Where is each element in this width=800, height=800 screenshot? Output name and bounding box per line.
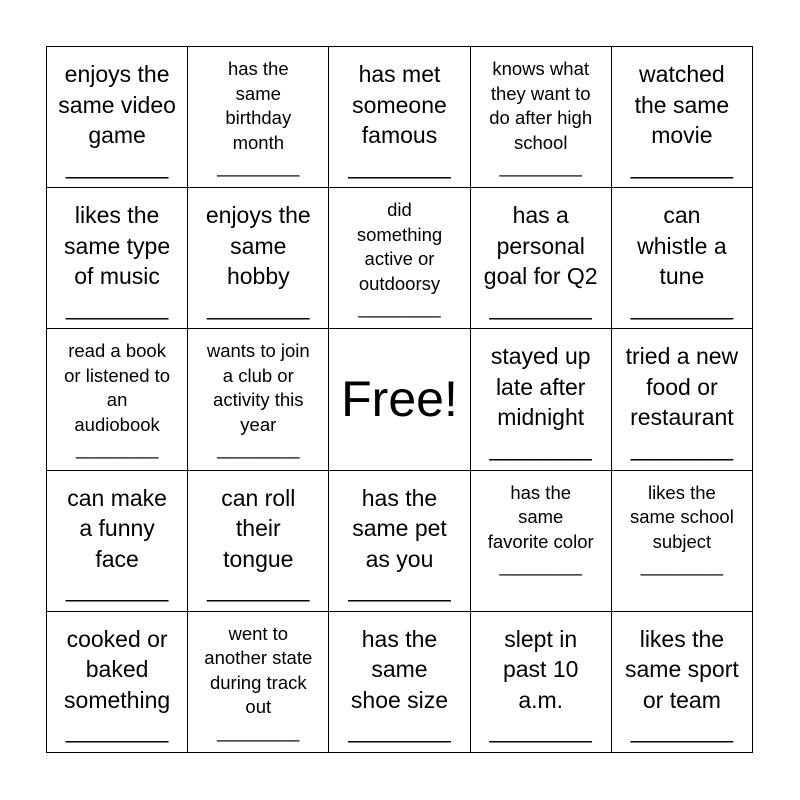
cell-text: has met someone famous ________ — [348, 61, 451, 179]
cell-text: likes the same type of music ________ — [64, 202, 171, 320]
cell-text: has a personal goal for Q2 ________ — [483, 202, 598, 320]
cell-text: tried a new food or restaurant ________ — [625, 343, 739, 461]
free-cell[interactable] — [329, 329, 470, 470]
bingo-cell[interactable] — [47, 188, 188, 329]
bingo-cell[interactable] — [612, 47, 753, 188]
bingo-cell[interactable] — [471, 612, 612, 753]
cell-text: wants to join a club or activity this year ________ — [206, 340, 310, 460]
cell-text: knows what they want to do after high school ________ — [489, 58, 593, 177]
bingo-cell[interactable] — [471, 47, 612, 188]
bingo-cell[interactable] — [47, 329, 188, 470]
cell-text: has the same pet as you ________ — [348, 484, 451, 603]
bingo-cell[interactable] — [612, 612, 753, 753]
bingo-cell[interactable] — [188, 47, 329, 188]
cell-text: watched the same movie ________ — [630, 61, 734, 179]
cell-text: went to another state during track out ________ — [204, 622, 313, 742]
bingo-cell[interactable] — [188, 329, 329, 470]
cell-text: can whistle a tune ________ — [630, 202, 734, 320]
bingo-cell[interactable] — [47, 612, 188, 753]
cell-text: can roll their tongue ________ — [207, 484, 310, 603]
bingo-cell[interactable] — [188, 471, 329, 612]
free-label: Free! — [341, 371, 458, 428]
bingo-cell[interactable] — [188, 188, 329, 329]
cell-text: has the same shoe size ________ — [348, 625, 451, 744]
cell-text: likes the same school subject ________ — [629, 481, 734, 577]
cell-text: can make a funny face ________ — [65, 484, 169, 603]
bingo-cell[interactable] — [612, 188, 753, 329]
bingo-cell[interactable] — [47, 471, 188, 612]
cell-text: stayed up late after midnight ________ — [489, 343, 592, 461]
cell-text: enjoys the same hobby ________ — [205, 202, 311, 320]
bingo-cell[interactable] — [47, 47, 188, 188]
cell-text: has the same birthday month ________ — [217, 58, 300, 177]
cell-text: cooked or baked something ________ — [64, 625, 171, 744]
cell-text: did something active or outdoorsy ________ — [356, 199, 443, 319]
bingo-cell[interactable] — [329, 47, 470, 188]
bingo-cell[interactable] — [471, 329, 612, 470]
bingo-cell[interactable] — [329, 612, 470, 753]
bingo-cell[interactable] — [612, 329, 753, 470]
cell-text: enjoys the same video game ________ — [58, 61, 176, 179]
cell-text: has the same favorite color ________ — [487, 481, 594, 577]
bingo-cell[interactable] — [471, 188, 612, 329]
bingo-board — [46, 46, 753, 753]
bingo-cell[interactable] — [329, 188, 470, 329]
bingo-cell[interactable] — [471, 471, 612, 612]
cell-text: read a book or listened to an audiobook ________ — [64, 340, 171, 460]
cell-text: slept in past 10 a.m. ________ — [489, 625, 592, 744]
bingo-cell[interactable] — [612, 471, 753, 612]
bingo-cell[interactable] — [188, 612, 329, 753]
cell-text: likes the same sport or team ________ — [625, 625, 739, 744]
bingo-cell[interactable] — [329, 471, 470, 612]
